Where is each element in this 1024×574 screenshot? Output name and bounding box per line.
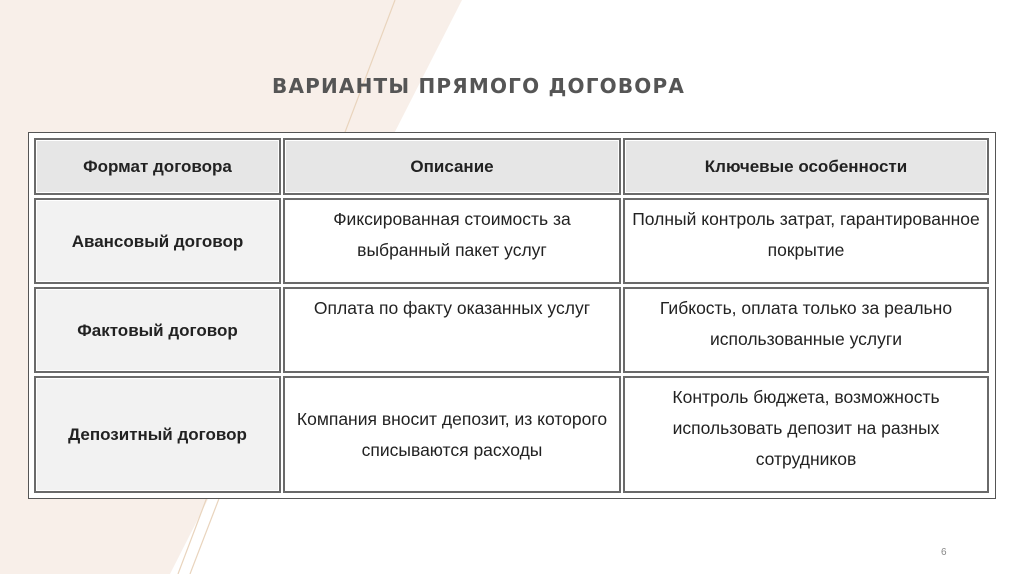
header-features: Ключевые особенности xyxy=(623,138,989,195)
row-format: Фактовый договор xyxy=(34,287,281,373)
page-number: 6 xyxy=(941,547,947,558)
row-description: Оплата по факту оказанных услуг xyxy=(283,287,621,373)
contract-table xyxy=(28,132,996,499)
row-features: Контроль бюджета, возможность использовать депозит на разных сотрудников xyxy=(623,376,989,493)
page-title: ВАРИАНТЫ ПРЯМОГО ДОГОВОРА xyxy=(272,74,686,98)
row-features: Гибкость, оплата только за реально использованные услуги xyxy=(623,287,989,373)
header-format: Формат договора xyxy=(34,138,281,195)
row-features: Полный контроль затрат, гарантированное покрытие xyxy=(623,198,989,284)
row-description: Компания вносит депозит, из которого списываются расходы xyxy=(283,376,621,493)
row-format: Авансовый договор xyxy=(34,198,281,284)
row-format: Депозитный договор xyxy=(34,376,281,493)
header-description: Описание xyxy=(283,138,621,195)
row-description: Фиксированная стоимость за выбранный пакет услуг xyxy=(283,198,621,284)
